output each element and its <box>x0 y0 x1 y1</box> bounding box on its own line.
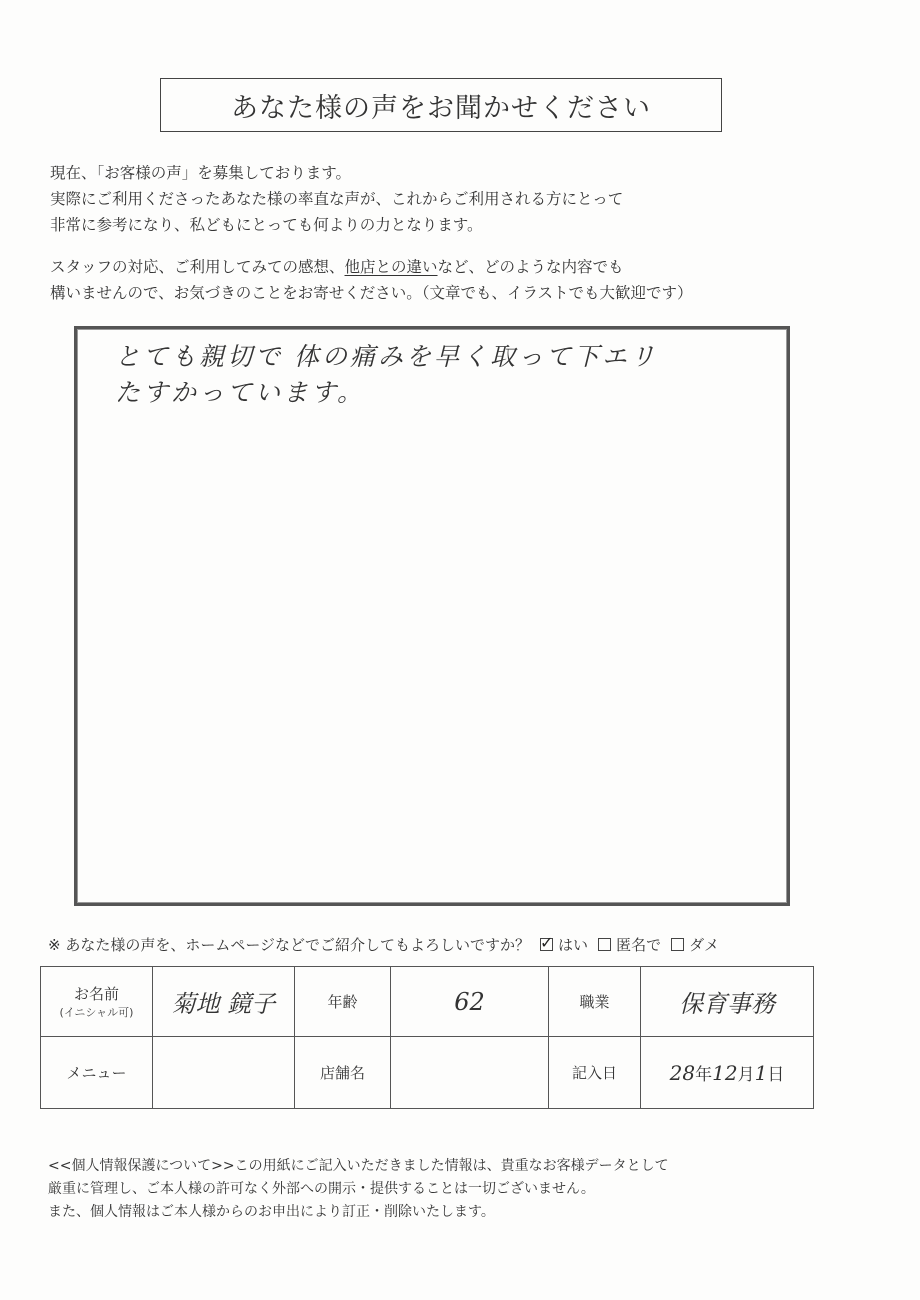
name-label-cell <box>41 967 153 1037</box>
age-label: 年齢 <box>327 993 358 1011</box>
name-value: 菊地 鏡子 <box>171 990 276 1018</box>
date-year-unit: 年 <box>695 1065 713 1085</box>
date-value-cell[interactable] <box>641 1037 814 1109</box>
store-label-cell <box>295 1037 391 1109</box>
menu-label-cell <box>41 1037 153 1109</box>
job-label-cell <box>549 967 641 1037</box>
privacy-line-2: 厳重に管理し、ご本人様の許可なく外部への開示・提供することは一切ございません。 <box>48 1181 595 1197</box>
permission-row <box>48 934 719 955</box>
intro-text <box>50 160 870 306</box>
option-anonymous-label: 匿名で <box>616 936 662 954</box>
menu-label: メニュー <box>66 1064 127 1082</box>
handwritten-comment <box>115 339 755 411</box>
date-year: 28 <box>669 1061 696 1085</box>
date-day-unit: 日 <box>767 1065 785 1085</box>
age-label-cell <box>295 967 391 1037</box>
date-value <box>669 1061 785 1085</box>
date-label-cell <box>549 1037 641 1109</box>
age-value: 62 <box>454 987 485 1016</box>
comment-line-1: とても親切で 体の痛みを早く取って下エリ <box>115 342 658 371</box>
privacy-line-3: また、個人情報はご本人様からのお申出により訂正・削除いたします。 <box>48 1204 495 1220</box>
store-label: 店舗名 <box>319 1064 365 1082</box>
option-no-label: ダメ <box>689 936 720 954</box>
date-label: 記入日 <box>571 1064 617 1082</box>
comment-box[interactable] <box>74 326 790 906</box>
name-sublabel: (イニシャル可) <box>59 1006 134 1019</box>
intro-line-5: 構いませんので、お気づきのことをお寄せください。（文章でも、イラストでも大歓迎です） <box>50 284 693 302</box>
date-month: 12 <box>712 1061 738 1085</box>
page-title-text: あなた様の声をお聞かせください <box>231 92 651 124</box>
job-value-cell[interactable] <box>641 967 814 1037</box>
checkbox-yes[interactable] <box>540 938 553 951</box>
job-value: 保育事務 <box>679 990 775 1018</box>
privacy-notice <box>48 1155 868 1224</box>
permission-question: ※ あなた様の声を、ホームページなどでご紹介してもよろしいですか？ <box>48 936 531 954</box>
date-day: 1 <box>754 1061 768 1085</box>
intro-line-4 <box>50 254 870 280</box>
menu-value-cell[interactable] <box>153 1037 295 1109</box>
info-table <box>40 966 814 1109</box>
page-title <box>160 78 722 132</box>
intro-line-1: 現在、「お客様の声」を募集しております。 <box>50 164 352 182</box>
age-value-cell[interactable] <box>391 967 549 1037</box>
job-label: 職業 <box>579 993 610 1011</box>
intro-line-4-post: など、どのような内容でも <box>437 258 624 276</box>
date-month-unit: 月 <box>737 1065 755 1085</box>
intro-line-3: 非常に参考になり、私どもにとっても何よりの力となります。 <box>50 216 483 234</box>
checkbox-no[interactable] <box>671 938 684 951</box>
checkbox-anonymous[interactable] <box>598 938 611 951</box>
name-label: お名前 <box>73 985 119 1003</box>
comment-line-2: たすかっています。 <box>115 378 366 407</box>
privacy-line-1: <<個人情報保護について>>この用紙にご記入いただきました情報は、貴重なお客様データとして <box>48 1158 669 1174</box>
option-yes-label: はい <box>558 936 589 954</box>
intro-line-2: 実際にご利用くださったあなた様の率直な声が、これからご利用される方にとって <box>50 190 624 208</box>
intro-line-4-underlined: 他店との違い <box>344 258 438 276</box>
name-value-cell[interactable] <box>153 967 295 1037</box>
store-value-cell[interactable] <box>391 1037 549 1109</box>
intro-line-4-pre: スタッフの対応、ご利用してみての感想、 <box>50 258 345 276</box>
